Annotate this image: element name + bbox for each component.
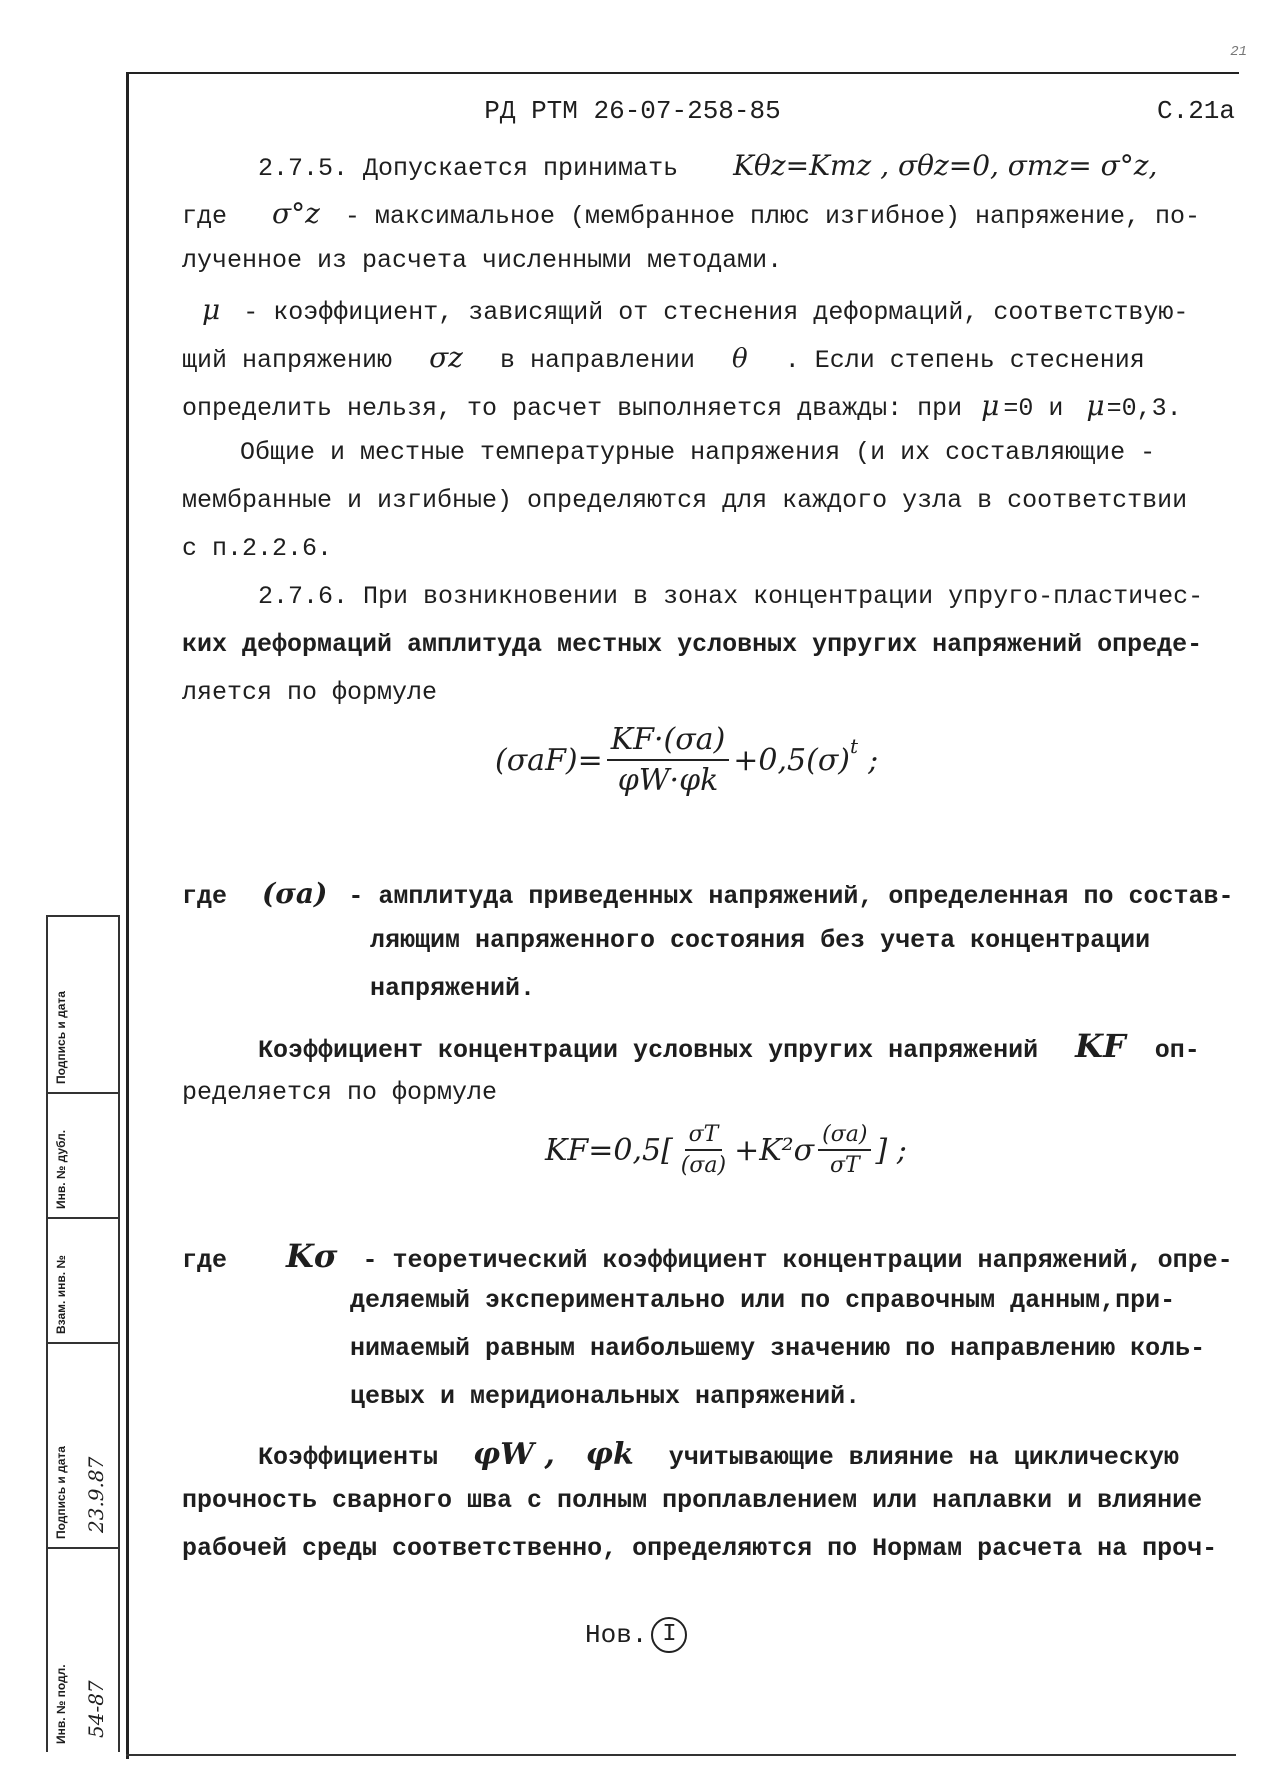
kf-intro-line1	[258, 1027, 1200, 1065]
f1-end: ;	[868, 742, 879, 778]
stamp-cell-dup-inv	[48, 1092, 118, 1219]
theta-symbol: θ	[732, 344, 748, 374]
f1-lhs: (σaF)=	[495, 742, 603, 778]
sigma-z-symbol: σ°z	[272, 197, 320, 230]
f2-end: ] ;	[875, 1132, 907, 1168]
f2-lhs: KF=0,5[	[545, 1132, 673, 1168]
def-sa-line3: напряжений.	[370, 974, 536, 1003]
f2-f2-num: (σa)	[818, 1122, 871, 1151]
p276-line1: 2.7.6. При возникновении в зонах концентрации упруго-пластичес-	[258, 582, 1204, 611]
p275-text: 2.7.5. Допускается принимать	[258, 154, 679, 183]
page-number: С.21а	[1156, 96, 1235, 126]
mu-l2b: в направлении	[499, 346, 695, 375]
stamp-date-value: 23.9.87	[84, 1456, 108, 1533]
mu-line3	[182, 389, 1182, 423]
stamp-label: Инв. № подл.	[54, 1664, 68, 1744]
mu-definition: - коэффициент, зависящий от стеснения деформаций, соответствую-	[243, 298, 1189, 327]
general-line3: с п.2.2.6.	[182, 534, 333, 563]
p275-line3: лученное из расчета численными методами.	[182, 246, 783, 275]
def-sa-text1: - амплитуда приведенных напряжений, определенная по состав-	[348, 882, 1234, 911]
stamp-inv-value: 54-87	[84, 1680, 108, 1738]
stamp-label: Инв. № дубл.	[54, 1129, 68, 1209]
def-sa-line2: ляющим напряженного состояния без учета концентрации	[370, 926, 1151, 955]
stamp-cell-orig-inv	[48, 1547, 118, 1752]
k-sigma-symbol: Kσ	[286, 1237, 338, 1275]
f2-f1-den: (σa)	[680, 1153, 727, 1178]
mu-l3a: определить нельзя, то расчет выполняется дважды: при	[182, 394, 963, 423]
sa-symbol: (σa)	[262, 877, 328, 910]
def-ks-line3: нимаемый равным наибольшему значению по направлению коль-	[350, 1334, 1206, 1363]
def-ks-line2: деляемый экспериментально или по справочным данным,при-	[350, 1286, 1176, 1315]
kf-intro-line2: ределяется по формуле	[182, 1078, 498, 1107]
def-ks-text1: - теоретический коэффициент концентрации напряжений, опре-	[362, 1246, 1233, 1275]
mu-l3c: =0,3.	[1106, 394, 1182, 423]
where-label-2: где	[182, 882, 228, 911]
general-line2: мембранные и изгибные) определяются для каждого узла в соответствии	[182, 486, 1188, 515]
coef-line1	[258, 1437, 1179, 1472]
phi-k-symbol: φk	[585, 1437, 634, 1472]
formula-kf	[545, 1122, 907, 1178]
mu-line1	[182, 293, 1189, 327]
bottom-rule	[126, 1754, 1236, 1756]
general-line1: Общие и местные температурные напряжения (и их составляющие -	[240, 438, 1156, 467]
f1-numerator: KF·(σa)	[607, 722, 730, 761]
def-ks-line4: цевых и меридиональных напряжений.	[350, 1382, 861, 1411]
mu-symbol: μ	[202, 293, 221, 326]
mu-l2c: . Если степень стеснения	[784, 346, 1145, 375]
f2-mid: +K²σ	[734, 1132, 815, 1168]
f1-superscript: t	[850, 734, 859, 758]
p275-definition: - максимальное (мембранное плюс изгибное) напряжение, по-	[344, 202, 1201, 231]
kf-intro-text: Коэффициент концентрации условных упругих напряжений	[258, 1036, 1039, 1065]
stamp-cell-signature-date	[48, 917, 118, 1094]
f1-rhs: +0,5(σ)	[733, 742, 851, 778]
p276-line3: ляется по формуле	[182, 678, 438, 707]
revision-mark	[585, 1617, 687, 1653]
f1-fraction	[607, 722, 730, 798]
coef-text-b: учитывающие влияние на циклическую	[668, 1443, 1179, 1472]
revision-label: Нов.	[585, 1620, 648, 1650]
f2-f1-num: σT	[685, 1122, 723, 1151]
stamp-label: Подпись и дата	[54, 1446, 68, 1539]
def-ks-line1	[182, 1237, 1233, 1275]
p275-line2	[182, 197, 1201, 231]
where-label-3: где	[182, 1246, 228, 1275]
stamp-cell-signature-date-2	[48, 1342, 118, 1549]
f2-fraction2	[818, 1122, 871, 1178]
where-label: где	[182, 202, 228, 231]
stamp-cell-replace-inv	[48, 1217, 118, 1344]
f2-f2-den: σT	[829, 1153, 860, 1178]
phi-w-symbol: φW ,	[473, 1437, 555, 1472]
revision-number: I	[651, 1617, 687, 1653]
mu-l2a: щий напряжению	[182, 346, 393, 375]
coef-text-a: Коэффициенты	[258, 1443, 439, 1472]
mu-symbol-3: μ	[1086, 389, 1105, 422]
kf-intro-end: оп-	[1154, 1036, 1200, 1065]
def-sa-line1	[182, 877, 1234, 911]
stamp-label: Подпись и дата	[54, 991, 68, 1084]
formula-amplitude	[495, 722, 878, 798]
coef-line3: рабочей среды соответственно, определяются по Нормам расчета на проч-	[182, 1534, 1218, 1563]
f2-fraction1	[677, 1122, 730, 1178]
p275-formula: Kθz=Kmz , σθz=0, σmz= σ°z,	[733, 149, 1158, 182]
side-stamp-field	[46, 915, 120, 1752]
kf-symbol: KF	[1075, 1027, 1126, 1065]
p276-line2: ких деформаций амплитуда местных условных упругих напряжений опреде-	[182, 630, 1203, 659]
corner-mark: 21	[1230, 44, 1247, 60]
p275-line1	[258, 149, 1158, 183]
f1-denominator: φW·φk	[617, 763, 719, 798]
mu-l3b: =0 и	[1003, 394, 1064, 423]
coef-line2: прочность сварного шва с полным проплавлением или наплавки и влияние	[182, 1486, 1203, 1515]
document-code: РД РТМ 26-07-258-85	[484, 96, 781, 126]
sigma-z-symbol-2: σz	[429, 341, 463, 374]
mu-symbol-2: μ	[981, 389, 1000, 422]
mu-line2	[182, 341, 1145, 375]
stamp-label: Взам. инв. №	[54, 1255, 68, 1334]
